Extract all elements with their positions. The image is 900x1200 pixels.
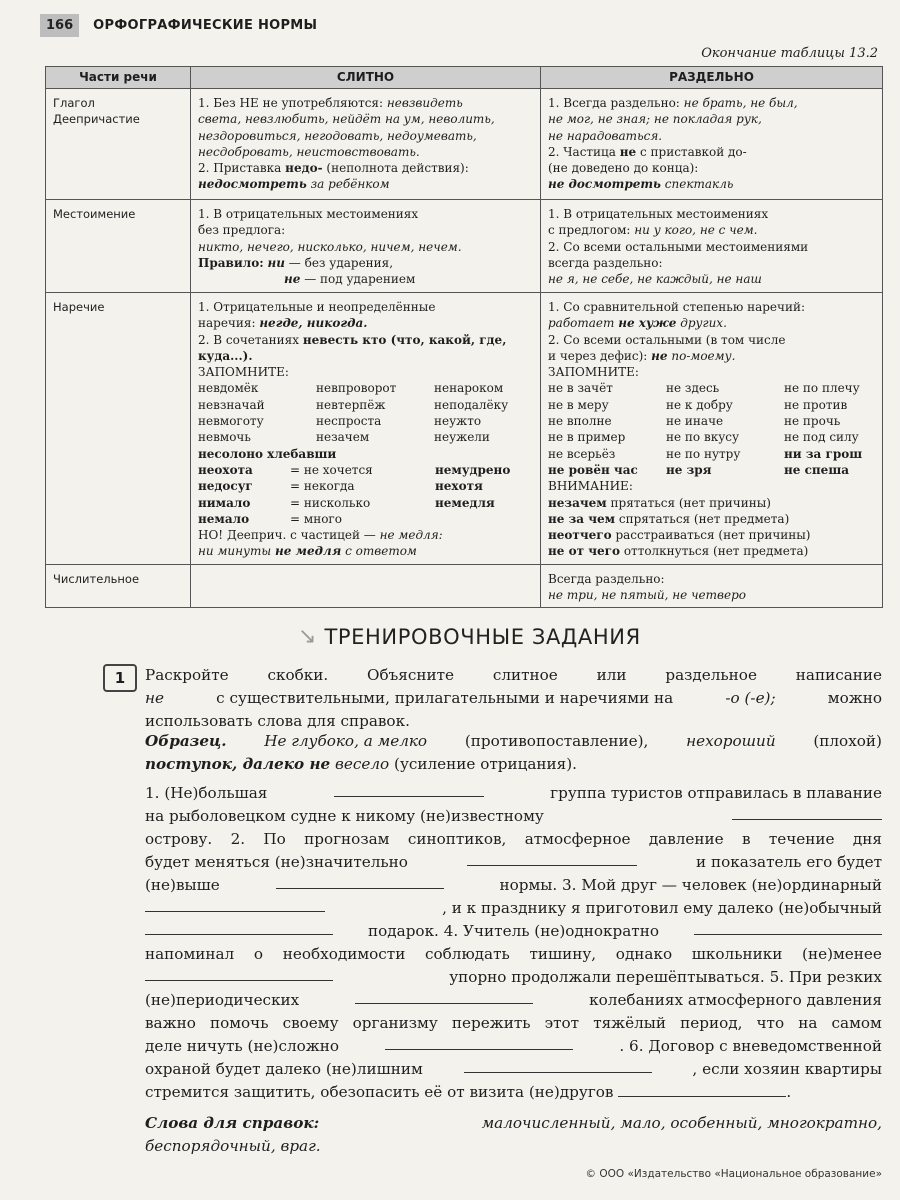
word: . 6. Договор с вневедомственной [619,1037,882,1055]
separate-cell [541,89,883,200]
word: колебаниях атмосферного давления [589,991,882,1009]
rule-line: (не доведено до конца): [548,161,699,176]
text-line [145,1112,882,1135]
list-item: неспроста [316,414,382,429]
example-line: не три, не пятый, не четверо [548,588,746,603]
word: давление [648,830,724,848]
table-row-adverb [46,293,883,565]
word: пережить [451,1014,531,1032]
list-item: не против [784,397,848,412]
word: напоминал [145,945,235,963]
word: или [596,666,627,684]
text-line [145,687,882,710]
list-item: = много [290,511,342,526]
text-line [145,897,882,920]
table-row-numeral [46,564,883,608]
reference-words [145,1112,882,1158]
rule-text: 2. Приставка [198,161,282,176]
rule-line [548,95,875,111]
list-item: не спеша [784,462,849,477]
example-line [198,176,533,192]
word: что [756,1014,785,1032]
text-line [145,730,882,753]
rule-text: — без ударения, [288,255,394,270]
example-bold: не медля [274,544,342,559]
section-title: ТРЕНИРОВОЧНЫЕ ЗАДАНИЯ [324,624,641,649]
blank-field[interactable] [145,920,333,935]
together-cell [191,200,541,293]
arrow-icon: ↘ [298,624,317,649]
list-item: немудрено [435,462,511,477]
particle-text: не [619,144,637,159]
example-line: света, невзлюбить, нейдёт на ум, неволить, [198,112,495,127]
word: скобки. [267,666,329,684]
word-list [548,380,875,478]
rule-bold: незачем [548,495,607,510]
list-item: не под силу [784,430,859,445]
word: , если хозяин квартиры [692,1060,882,1078]
word: синоптиков, [407,830,507,848]
word: школьники [691,945,783,963]
word: на [798,1014,818,1032]
list-item: неохота [198,462,253,477]
rule-line [198,332,533,348]
pos-cell [46,564,191,608]
rule-text: НО! Деeприч. с частицей — [198,528,376,543]
example-bold: не хуже [618,316,677,331]
list-item: не по нутру [666,446,741,461]
reference-label: Слова для справок: [145,1114,320,1132]
word: (усиление отрицания). [394,755,577,773]
word: прогнозам [304,830,390,848]
example-text: ни у кого, не с чем. [634,223,758,238]
rule-line: 1. В отрицательных местоимениях [548,207,769,221]
list-item: ни за грош [784,446,863,461]
list-item: неподалёку [434,397,509,412]
rule-line: 1. Отрицательные и неопределённые [198,300,436,314]
rule-bold: невесть кто (что, какой, где, [302,332,507,347]
pos-label: Деепричастие [53,112,140,127]
example-text: с ответом [345,544,417,559]
word-list [198,380,533,445]
example-text: невзвидеть [386,96,463,110]
word: (противопоставление), [464,732,649,750]
col-header-pos: Части речи [46,67,191,89]
example-bold: негде, никогда. [259,316,368,331]
text-line [145,1035,882,1058]
list-item: не в зачёт [548,381,613,396]
word: на рыболовецком судне к никому (не)известному [145,807,544,825]
rule-line [198,95,533,111]
rule-line [198,315,533,331]
rule-line: 1. В отрицательных местоимениях [198,207,419,221]
text-line: использовать слова для справок. [145,712,410,730]
task-paragraph [145,782,882,1104]
word: раздельное [665,666,757,684]
word: и показатель его будет [696,853,882,871]
word: группа туристов отправилась в плавание [550,784,882,802]
attention-line [548,495,875,511]
word: Объясните [367,666,455,684]
text-line [145,966,882,989]
list-item: недосуг [198,479,253,494]
list-item: не ровён час [548,462,638,477]
rule-bold: Правило: [198,255,264,270]
rule-text: 1. Всегда раздельно: [548,96,680,110]
word: острову. [145,830,213,848]
rule-line [548,144,875,160]
list-item: = некогда [290,479,355,494]
rule-text: 2. В сочетаниях [198,332,300,347]
example-text: не медля: [379,528,443,543]
together-cell [191,293,541,565]
blank-field[interactable] [732,805,882,820]
word: (не)периодических [145,991,300,1009]
word: этот [544,1014,580,1032]
example-line: несдобровать, неистовствовать. [198,144,420,159]
list-item: немало [198,511,250,526]
rule-line: 2. Со всеми остальными (в том числе [548,332,786,347]
example-line: никто, нечего, нисколько, ничем, нечем. [198,239,462,254]
text-line [145,920,882,943]
attention-line [548,527,875,543]
rule-bold: не от чего [548,544,620,559]
rule-line: куда...). [198,348,253,363]
word: помочь [209,1014,269,1032]
separate-cell [541,200,883,293]
word: соблюдать [425,945,510,963]
blank-field[interactable] [145,897,325,912]
page-number: 166 [40,14,79,37]
rule-line [198,527,533,543]
example-bold: не досмотреть [548,177,661,192]
word: однако [615,945,673,963]
rule-line [198,271,533,287]
task-number-badge: 1 [103,664,137,692]
example-text: по-моему. [671,348,736,363]
pos-label: Местоимение [53,207,136,221]
list-item: не здесь [666,381,720,396]
word: в [741,830,751,848]
particle-text: не [651,348,668,363]
rule-text: и через дефис): [548,348,648,363]
example-text: работает [548,316,615,331]
text-line [145,989,882,1012]
example-line: не я, не себе, не каждый, не наш [548,272,762,287]
col-header-separate: РАЗДЕЛЬНО [541,67,883,89]
col-header-together: СЛИТНО [191,67,541,89]
example-text: спектакль [664,177,734,192]
list-item: не всерьёз [548,446,616,461]
rule-line [198,255,533,271]
rule-text: (неполнота действия): [326,161,469,176]
list-item: невмочь [198,430,251,445]
text-line: беспорядочный, враг. [145,1137,321,1155]
word: о [253,945,264,963]
rule-line [198,160,533,176]
word: будет меняться (не)значительно [145,853,408,871]
particle-text: не [284,272,301,287]
list-item: не в меру [548,397,609,412]
list-item: нимало [198,495,251,510]
example-text: не брать, не был, [683,96,798,110]
rule-bold: не за чем [548,511,616,526]
example-line [548,315,875,331]
list-item: невзначай [198,397,265,412]
word: (не)выше [145,876,220,894]
reference-list: малочисленный, мало, особенный, многократно, [481,1114,882,1132]
text-line [145,664,882,687]
blank-field[interactable] [145,966,333,981]
list-item: невдомёк [198,381,259,396]
pos-label: Глагол [53,96,95,110]
word: дня [852,830,882,848]
example-line [548,176,875,192]
example-line [198,543,533,559]
remember-label: ЗАПОМНИТЕ: [548,365,639,380]
word: важно [145,1014,196,1032]
word: Раскройте [145,666,229,684]
text-line [145,1081,882,1104]
list-item: немедля [435,495,495,510]
list-item: не иначе [666,414,724,429]
rule-text: прятаться (нет причины) [610,495,771,510]
blank-field[interactable] [355,989,533,1004]
example-bold: поступок, далеко не [145,755,331,773]
example-line: нездоровиться, негодовать, недоумевать, [198,128,477,143]
example-text: весело [335,755,390,773]
pos-cell [46,200,191,293]
rule-bold: неотчего [548,528,612,543]
list-item: не вполне [548,414,612,429]
table-row-pronoun [46,200,883,293]
table-header-row [46,67,883,89]
example-line: не мог, не зная; не покладая рук, [548,112,762,127]
rule-line: всегда раздельно: [548,255,663,270]
rule-line: 1. Со сравнительной степенью наречий: [548,300,805,314]
word: подарок. 4. Учитель (не)однократно [368,922,659,940]
pos-cell [46,293,191,565]
word: период, [680,1014,743,1032]
list-item: незачем [316,430,370,445]
example-text: за ребёнком [310,177,390,192]
rule-text: с предлогом: [548,223,631,238]
list-item: не прочь [784,414,841,429]
rule-text: — под ударением [304,272,416,287]
word: организму [352,1014,438,1032]
list-item: не по вкусу [666,430,740,445]
list-item: не по плечу [784,381,860,396]
list-item: не зря [666,462,712,477]
rule-line [548,348,875,364]
list-item: несолоно хлебавши [198,446,337,461]
pos-cell [46,89,191,200]
list-item: невмоготу [198,414,264,429]
rule-text: оттолкнуться (нет предмета) [623,544,809,559]
text-line [145,1058,882,1081]
text-line [145,753,882,776]
word: можно [827,689,882,707]
rule-text: наречия: [198,316,256,331]
word: самом [831,1014,882,1032]
word: стремится защитить, обезопасить её от визита (не)другов [145,1083,614,1101]
pos-label: Числительное [53,571,140,586]
example-text: нехороший [686,732,776,750]
word: По [263,830,286,848]
together-cell [191,89,541,200]
prefix-text: недо- [285,161,323,176]
word: тишину, [529,945,597,963]
rule-line [548,222,875,238]
particle-text: ни [267,255,285,270]
table-row-verb [46,89,883,200]
rule-text: с приставкой до- [640,144,747,159]
rule-text: 2. Частица [548,144,616,159]
text-line [145,782,882,805]
header-title: ОРФОГРАФИЧЕСКИЕ НОРМЫ [93,17,318,33]
word: охраной будет далеко (не)лишним [145,1060,423,1078]
attention-line [548,511,875,527]
list-item: нехотя [435,479,483,494]
example-line: не нарадоваться. [548,128,663,143]
blank-field[interactable] [694,920,882,935]
example-bold: недосмотреть [198,177,307,192]
list-item: не в пример [548,430,626,445]
spelling-rules-table [45,66,883,608]
text-line [145,805,882,828]
rule-text: расстраиваться (нет причины) [615,528,811,543]
word: , и к празднику я приготовил ему далеко (не)обычный [442,899,882,917]
separate-cell [541,564,883,608]
footer-copyright: © ООО «Издательство «Национальное образование» [585,1168,882,1180]
pos-label: Наречие [53,300,105,314]
example-text: ни минуты [198,544,272,559]
rule-text: 1. Без НЕ не употребляются: [198,96,384,110]
rule-line: без предлога: [198,223,286,238]
together-cell [191,564,541,608]
example-label: Образец. [145,732,227,750]
word: необходимости [282,945,406,963]
page-header [40,12,317,38]
synonym-list [198,462,533,527]
list-item: не к добру [666,397,733,412]
example-text: других. [680,316,727,331]
word: 1. (Не)большая [145,784,268,802]
blank-field[interactable] [334,782,484,797]
word: нормы. 3. Мой друг — человек (не)ординарный [499,876,882,894]
word: 2. [230,830,246,848]
word: -о (-е); [725,689,776,707]
task-example [145,730,882,776]
blank-field[interactable] [618,1082,786,1097]
word: . [786,1083,792,1101]
text-line [145,828,882,851]
word: атмосферное [524,830,631,848]
list-item: = нисколько [290,495,371,510]
text-line [145,943,882,966]
attention-label: ВНИМАНИЕ: [548,479,633,494]
list-item: ненароком [434,381,504,396]
list-item: неужели [434,430,490,445]
table-caption: Окончание таблицы 13.2 [701,46,878,61]
blank-field[interactable] [467,851,637,866]
list-item [435,511,533,527]
word: деле ничуть (не)сложно [145,1037,340,1055]
word: тяжёлый [593,1014,667,1032]
section-heading [298,624,641,649]
list-item: невпроворот [316,381,397,396]
text-line [145,851,882,874]
word: написание [795,666,882,684]
text-line [145,1012,882,1035]
word: упорно продолжали перешёптываться. 5. При резких [449,968,882,986]
rule-line: 2. Со всеми остальными местоимениями [548,239,809,254]
list-item: неужто [434,414,482,429]
word: с существительными, прилагательными и наречиями на [216,689,674,707]
word: своему [282,1014,339,1032]
list-item: невтерпёж [316,397,386,412]
remember-label: ЗАПОМНИТЕ: [198,365,289,380]
rule-text: спрятаться (нет предмета) [618,511,790,526]
word: слитное [492,666,558,684]
attention-line [548,543,875,559]
word: течение [768,830,835,848]
task-instruction [145,664,882,733]
blank-field[interactable] [276,874,444,889]
word: не [145,689,164,707]
word: (не)менее [802,945,882,963]
separate-cell [541,293,883,565]
list-item: = не хочется [290,462,373,477]
blank-field[interactable] [464,1058,652,1073]
word: (плохой) [813,732,882,750]
example-text: Не глубоко, а мелко [264,732,428,750]
rule-line: Всегда раздельно: [548,571,665,586]
text-line [145,874,882,897]
blank-field[interactable] [385,1035,573,1050]
